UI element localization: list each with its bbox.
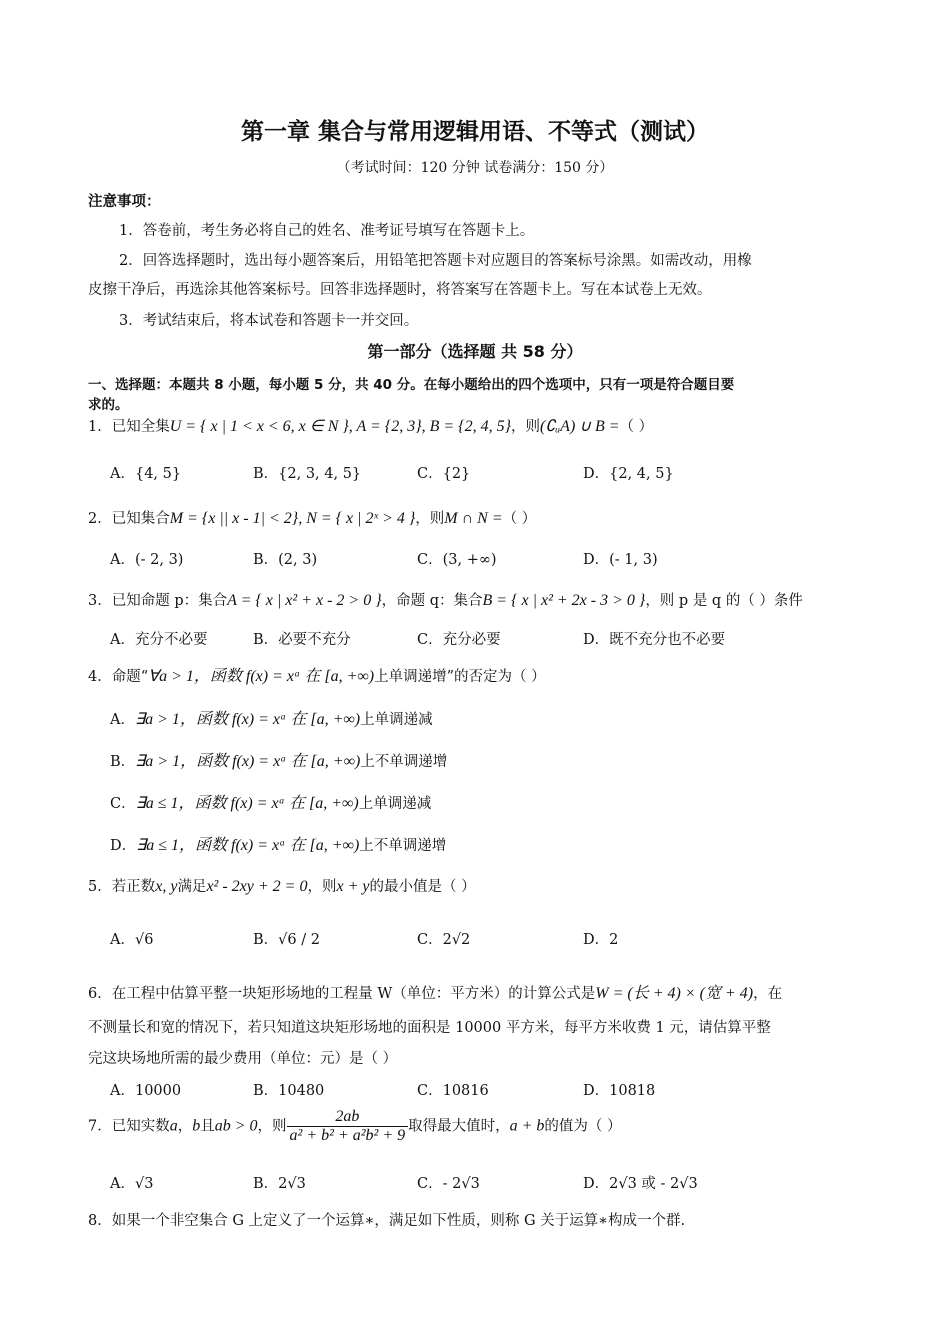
notice-item-1: 1．答卷前，考生务必将自己的姓名、准考证号填写在答题卡上。 xyxy=(119,223,535,239)
q4-option-c-cond: ∃a ≤ 1 xyxy=(135,795,179,812)
q4-option-a-tail: 上单调递减 xyxy=(360,712,433,728)
q1-option-c[interactable]: C．{2} xyxy=(417,466,471,482)
q2-set-n: , N = { x | 2ˣ > 4 } xyxy=(298,510,416,527)
q3-stem: 3．已知命题 p：集合 xyxy=(88,593,228,609)
q1-stem-mid: ，则 xyxy=(510,419,540,435)
q4-option-c-tail: 上单调递减 xyxy=(358,796,432,812)
q4-option-b-cond: ∃a > 1 xyxy=(135,753,181,770)
q5-stem-post: 的最小值是（ ） xyxy=(369,879,476,895)
notice-item-3: 3．考试结束后，将本试卷和答题卡一并交回。 xyxy=(119,313,419,329)
q4-func: ，函数 f(x) = xᵃ 在 [a, +∞) xyxy=(193,668,375,685)
q2-stem: 2．已知集合 xyxy=(88,511,170,527)
part1-heading: 第一部分（选择题 共 58 分） xyxy=(367,342,583,361)
question-6 xyxy=(88,980,782,1003)
q2-blank: （ ） xyxy=(502,511,537,527)
q1-option-b[interactable]: B．{2, 3, 4, 5} xyxy=(253,466,362,482)
q4-option-b[interactable] xyxy=(110,748,447,771)
page-title: 第一章 集合与常用逻辑用语、不等式（测试） xyxy=(240,119,709,145)
q6-option-b[interactable]: B．10480 xyxy=(253,1083,325,1099)
q3-stem-post: ，则 p 是 q 的（ ）条件 xyxy=(645,593,803,609)
q4-option-a[interactable] xyxy=(110,706,433,729)
q5-option-c[interactable]: C．2√2 xyxy=(417,932,471,948)
q3-set-a: A = { x | x² + x - 2 > 0 } xyxy=(227,592,382,609)
q4-option-d-cond: ∃a ≤ 1 xyxy=(136,837,180,854)
question-3 xyxy=(88,589,803,610)
q4-option-a-cond: ∃a > 1 xyxy=(134,711,180,728)
q1-set-a: , A = {2, 3} xyxy=(348,418,422,435)
q4-stem: 4．命题“ xyxy=(88,669,149,685)
q1-stem: 1．已知全集 xyxy=(88,419,170,435)
q4-option-c[interactable] xyxy=(110,790,431,813)
part1-instruction-1: 一、选择题：本题共 8 小题，每小题 5 分，共 40 分。在每小题给出的四个选项中，只有一项是符合题目要 xyxy=(88,377,735,393)
q2-option-c[interactable]: C．(3, +∞) xyxy=(417,552,497,568)
q5-stem-mid: 满足 xyxy=(177,879,207,895)
q1-set-b: , B = {2, 4, 5} xyxy=(421,418,511,435)
part1-instruction-2: 求的。 xyxy=(88,397,129,413)
q7-var-b: b xyxy=(192,1117,201,1135)
exam-info: （考试时间：120 分钟 试卷满分：150 分） xyxy=(336,160,614,176)
q1-expr: (∁ᵤA) ∪ B = xyxy=(539,418,620,435)
q5-option-a[interactable]: A．√6 xyxy=(110,932,154,948)
q7-then: ，则 xyxy=(257,1118,287,1135)
q4-option-d-tail: 上不单调递增 xyxy=(359,838,447,854)
q2-set-m: M = {x || x - 1| < 2} xyxy=(169,510,299,527)
notice-item-2a: 2．回答选择题时，选出每小题答案后，用铅笔把答题卡对应题目的答案标号涂黑。如需改动，用橡 xyxy=(119,253,752,269)
q1-option-a[interactable]: A．{4, 5} xyxy=(110,466,182,482)
q3-option-b[interactable]: B．必要不充分 xyxy=(253,632,351,648)
q4-option-c-func: ，函数 f(x) = xᵃ 在 [a, +∞) xyxy=(178,795,359,812)
q4-option-b-tail: 上不单调递增 xyxy=(360,754,448,770)
question-7: 7．已知实数a，b且ab > 0，则 $\frac{2ab}{\text{a² + b² + a²b² + 9}}$ 取得最大值时，a + b的值为（ ） xyxy=(88,1108,622,1144)
q5-vars: x, y xyxy=(155,878,178,895)
q4-stem-post: 上单调递增”的否定为（ ） xyxy=(374,669,546,685)
q1-option-d[interactable]: D．{2, 4, 5} xyxy=(583,466,674,482)
q7-stem-mid: 取得最大值时， xyxy=(408,1118,510,1135)
q3-option-c[interactable]: C．充分必要 xyxy=(417,632,501,648)
q6-line1-post: ，在 xyxy=(753,986,783,1002)
question-2 xyxy=(88,507,536,528)
q4-option-c-label: C． xyxy=(110,796,136,812)
question-5 xyxy=(88,875,476,896)
q7-var-a: a xyxy=(169,1117,178,1135)
q7-stem: 7．已知实数 xyxy=(88,1118,170,1135)
q3-set-b: B = { x | x² + 2x - 3 > 0 } xyxy=(482,592,646,609)
q7-option-a[interactable]: A．√3 xyxy=(110,1176,154,1192)
q2-option-a[interactable]: A．(- 2, 3) xyxy=(110,552,184,568)
q4-option-b-func: ，函数 f(x) = xᵃ 在 [a, +∞) xyxy=(180,753,361,770)
q2-expr: M ∩ N = xyxy=(444,510,503,527)
q1-blank: （ ） xyxy=(619,419,654,435)
q4-option-d-label: D． xyxy=(110,838,137,854)
q1-set-u: U = { x | 1 < x < 6, x ∈ N } xyxy=(169,418,349,435)
q5-option-b[interactable]: B．√6 / 2 xyxy=(253,932,320,948)
notice-heading: 注意事项： xyxy=(88,194,161,210)
q6-formula: W = (长 + 4) × (宽 + 4) xyxy=(595,985,754,1002)
q7-option-b[interactable]: B．2√3 xyxy=(253,1176,306,1192)
q7-option-d[interactable]: D．2√3 或 - 2√3 xyxy=(583,1176,698,1192)
q7-frac-den: a² + b² + a²b² + 9 xyxy=(289,1127,406,1144)
question-1 xyxy=(88,415,653,436)
q7-stem-post: 的值为（ ） xyxy=(544,1118,622,1135)
q4-option-d[interactable] xyxy=(110,832,446,855)
q6-option-a[interactable]: A．10000 xyxy=(110,1083,182,1099)
q6-line2: 不测量长和宽的情况下，若只知道这块矩形场地的面积是 10000 平方米，每平方米收费 1 元，请估算平整 xyxy=(88,1020,771,1036)
q7-and: 且 xyxy=(200,1118,215,1135)
q4-cond: ∀a > 1 xyxy=(148,668,194,685)
q2-option-d[interactable]: D．(- 1, 3) xyxy=(583,552,658,568)
q7-frac-num: 2ab xyxy=(287,1108,409,1127)
q5-expr: x + y xyxy=(336,878,370,895)
question-8: 8．如果一个非空集合 G 上定义了一个运算∗，满足如下性质，则称 G 关于运算∗构成一个群. xyxy=(88,1213,686,1229)
q3-option-d[interactable]: D．既不充分也不必要 xyxy=(583,632,726,648)
q5-stem: 5．若正数 xyxy=(88,879,156,895)
q3-stem-mid: ，命题 q：集合 xyxy=(381,593,483,609)
q4-option-a-func: ，函数 f(x) = xᵃ 在 [a, +∞) xyxy=(179,711,361,728)
q3-option-a[interactable]: A．充分不必要 xyxy=(110,632,208,648)
q7-option-c[interactable]: C．- 2√3 xyxy=(417,1176,480,1192)
q5-option-d[interactable]: D．2 xyxy=(583,932,619,948)
q4-option-d-func: ，函数 f(x) = xᵃ 在 [a, +∞) xyxy=(179,837,360,854)
q2-stem-mid: ，则 xyxy=(415,511,445,527)
notice-item-2b: 皮擦干净后，再选涂其他答案标号。回答非选择题时，将答案写在答题卡上。写在本试卷上无效。 xyxy=(88,282,712,298)
q5-eq: x² - 2xy + 2 = 0 xyxy=(206,878,308,895)
q2-option-b[interactable]: B．(2, 3) xyxy=(253,552,318,568)
q6-line1: 6．在工程中估算平整一块矩形场地的工程量 W（单位：平方米）的计算公式是 xyxy=(88,986,596,1002)
question-4 xyxy=(88,663,546,686)
q6-line3: 完这块场地所需的最少费用（单位：元）是（ ） xyxy=(88,1051,398,1067)
q4-option-a-label: A． xyxy=(110,712,135,728)
q5-stem-mid2: ，则 xyxy=(307,879,337,895)
q6-option-d[interactable]: D．10818 xyxy=(583,1083,656,1099)
q6-option-c[interactable]: C．10816 xyxy=(417,1083,489,1099)
q4-option-b-label: B． xyxy=(110,754,136,770)
q7-expr: a + b xyxy=(509,1117,545,1135)
q7-fraction xyxy=(287,1108,409,1145)
q7-cond: ab > 0 xyxy=(214,1117,258,1135)
